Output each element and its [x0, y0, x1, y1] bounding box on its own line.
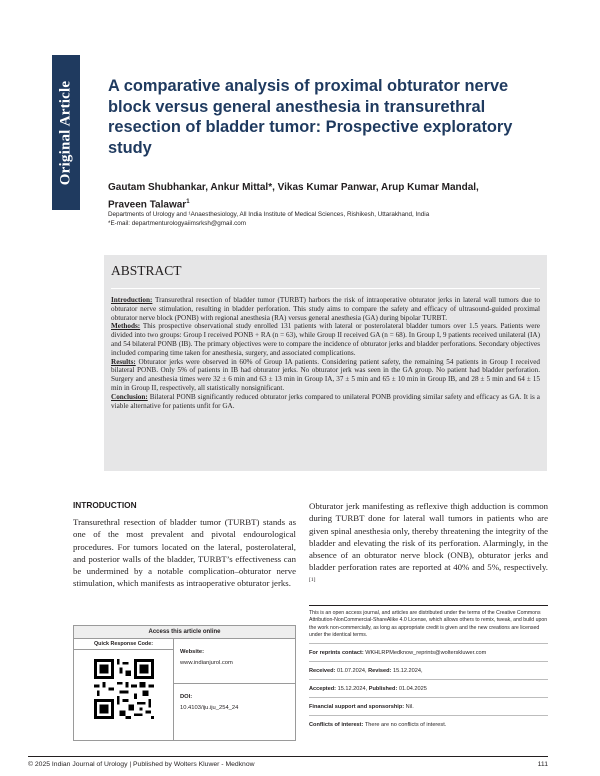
published-date: 01.04.2025 [397, 686, 427, 693]
conflicts-line [309, 716, 548, 733]
website-row [174, 639, 295, 684]
accepted-line [309, 680, 548, 698]
author-name-last: Praveen Talawar [108, 199, 187, 211]
funding-label: Financial support and sponsorship: [309, 704, 405, 711]
abstract-methods-label: Methods: [111, 322, 141, 331]
published-label: Published: [367, 686, 398, 693]
article-type-label: Original Article [57, 80, 74, 185]
author-line-1: Gautam Shubhankar, Ankur Mittal*, Vikas Kumar Panwar, Arup Kumar Mandal, [108, 182, 479, 193]
left-column [73, 500, 296, 590]
abstract-introduction-text: Transurethral resection of bladder tumor (TURBT) harbors the risk of intraoperative obturator jerks in lateral wall tumors due to obturator nerve stimulation, resulting in bladder perforation. This study aims to compare the safety and efficacy of ultrasound-guided proximal obturator nerve block (PONB) with regional anesthesia (RA) versus general anesthesia (GA) during bipolar TURBT. [111, 296, 540, 322]
article-info-block [309, 605, 548, 733]
reprints-email[interactable]: WKHLRPMedknow_reprints@wolterskluwer.com [363, 650, 487, 657]
website-label: Website: [180, 649, 205, 655]
access-details [174, 639, 295, 740]
abstract-conclusion [111, 393, 540, 411]
conflicts-value: There are no conflicts of interest. [363, 722, 447, 729]
abstract-conclusion-label: Conclusion: [111, 392, 148, 401]
funding-value: Nil. [404, 704, 414, 711]
page-number: 111 [537, 761, 548, 768]
qr-label: Quick Response Code: [74, 639, 173, 650]
doi-label: DOI: [180, 694, 193, 700]
accepted-label: Accepted: [309, 686, 337, 693]
citation-ref[interactable]: [1] [309, 576, 316, 583]
footer-divider [28, 756, 548, 757]
abstract-results [111, 358, 540, 393]
footer-copyright: © 2025 Indian Journal of Urology | Published by Wolters Kluwer - Medknow [28, 761, 255, 768]
license-text: This is an open access journal, and articles are distributed under the terms of the Creative Commons Attribution-NonCommercial-ShareAlike 4.0 License, which allows others to remix, tweak, and build upon the work non-commercially, as long as appropriate credit is given and the new creations are licensed under the identical terms. [309, 610, 548, 644]
abstract-results-label: Results: [111, 357, 136, 366]
access-article-box [73, 625, 296, 741]
funding-line [309, 698, 548, 716]
accepted-date: 15.12.2024, [336, 686, 368, 693]
author-list [108, 181, 538, 212]
abstract-introduction-label: Introduction: [111, 296, 153, 304]
reprints-label: For reprints contact: [309, 650, 364, 657]
abstract-results-text: Obturator jerks were observed in 60% of Group IA patients. Considering patient safety, the remaining 54 patients in Group I received bilateral PONB. Only 5% of patients in IB had obturator jerks. No obturator jerk was seen in the GA group. No patient had bladder perforation. Surgery and anesthesia times were 32 ± 6 min and 63 ± 13 min in Group IA, 37 ± 5 min and 65 ± 10 min in Group IB, and 28 ± 5 min and 64 ± 15 min in Group II, respectively, all statistically nonsignificant. [111, 357, 540, 392]
reprints-line [309, 644, 548, 662]
article-type-tab [52, 55, 80, 210]
abstract-heading: ABSTRACT [111, 263, 540, 289]
corresponding-email[interactable]: *E-mail: departmenturologyaiimsrksh@gmail.com [108, 220, 246, 227]
abstract-introduction [111, 296, 540, 322]
revised-label: Revised: [366, 668, 392, 675]
received-label: Received: [309, 668, 336, 675]
revised-date: 15.12.2024, [391, 668, 423, 675]
abstract-methods [111, 322, 540, 357]
author-affiliation-sup: 1 [186, 199, 190, 205]
article-title: A comparative analysis of proximal obturator nerve block versus general anesthesia in transurethral resection of bladder tumor: Prospective exploratory study [108, 77, 513, 157]
doi-link[interactable]: 10.4103/iju.iju_254_24 [180, 705, 239, 711]
abstract-methods-text: This prospective observational study enrolled 131 patients with lateral or posterolateral bladder tumors over 1.5 years. Patients were divided into two groups: Group I received PONB + RA (n = 63), while Group II received GA (n = 68). In Group I, 9 patients received unilateral (IA) and 54 bilateral PONB (IB). The primary objectives were to compare the incidence of obturator jerks and bladder perforations. Secondary objectives included comparing time taken for anesthesia, surgery, and associated complications. [111, 322, 540, 357]
received-line [309, 662, 548, 680]
conflicts-label: Conflicts of interest: [309, 722, 364, 729]
affiliations [108, 210, 548, 228]
introduction-right-text: Obturator jerk manifesting as reflexive thigh adduction is common during TURBT done for lateral wall tumors in patients who are given spinal anesthesia only, thereby threatening the integrity of the bladder and elevating the risk of its perforation. Alarmingly, in the absence of an obturator nerve block (ONB), obturator jerks and bladder perforation rates are reported at 40% and 5%, respectively. [309, 501, 548, 573]
access-heading: Access this article online [74, 626, 295, 639]
received-date: 01.07.2024, [335, 668, 367, 675]
qr-panel [74, 639, 174, 740]
website-link[interactable]: www.indianjurol.com [180, 660, 233, 666]
abstract-box [104, 255, 547, 471]
affiliation-line: Departments of Urology and ¹Anaesthesiology, All India Institute of Medical Sciences, Rishikesh, Uttarakhand, India [108, 211, 430, 218]
doi-row [174, 684, 295, 713]
introduction-paragraph-left: Transurethral resection of bladder tumor (TURBT) stands as one of the most prevalent and pivotal endourological procedures. For tumors located on the lateral, posterolateral, and posterior walls of the bladder, TURBT’s effectiveness can be undermined by a notable complication–obturator nerve stimulation, which manifests as intraoperative obturator jerks. [73, 517, 296, 589]
introduction-heading: INTRODUCTION [73, 500, 137, 510]
abstract-conclusion-text: Bilateral PONB significantly reduced obturator jerks compared to unilateral PONB providing similar safety and efficacy as GA. It is a viable alternative for patients unfit for GA. [111, 392, 540, 410]
introduction-paragraph-right [309, 500, 548, 588]
right-column [309, 500, 548, 588]
qr-code-icon[interactable] [94, 659, 154, 719]
